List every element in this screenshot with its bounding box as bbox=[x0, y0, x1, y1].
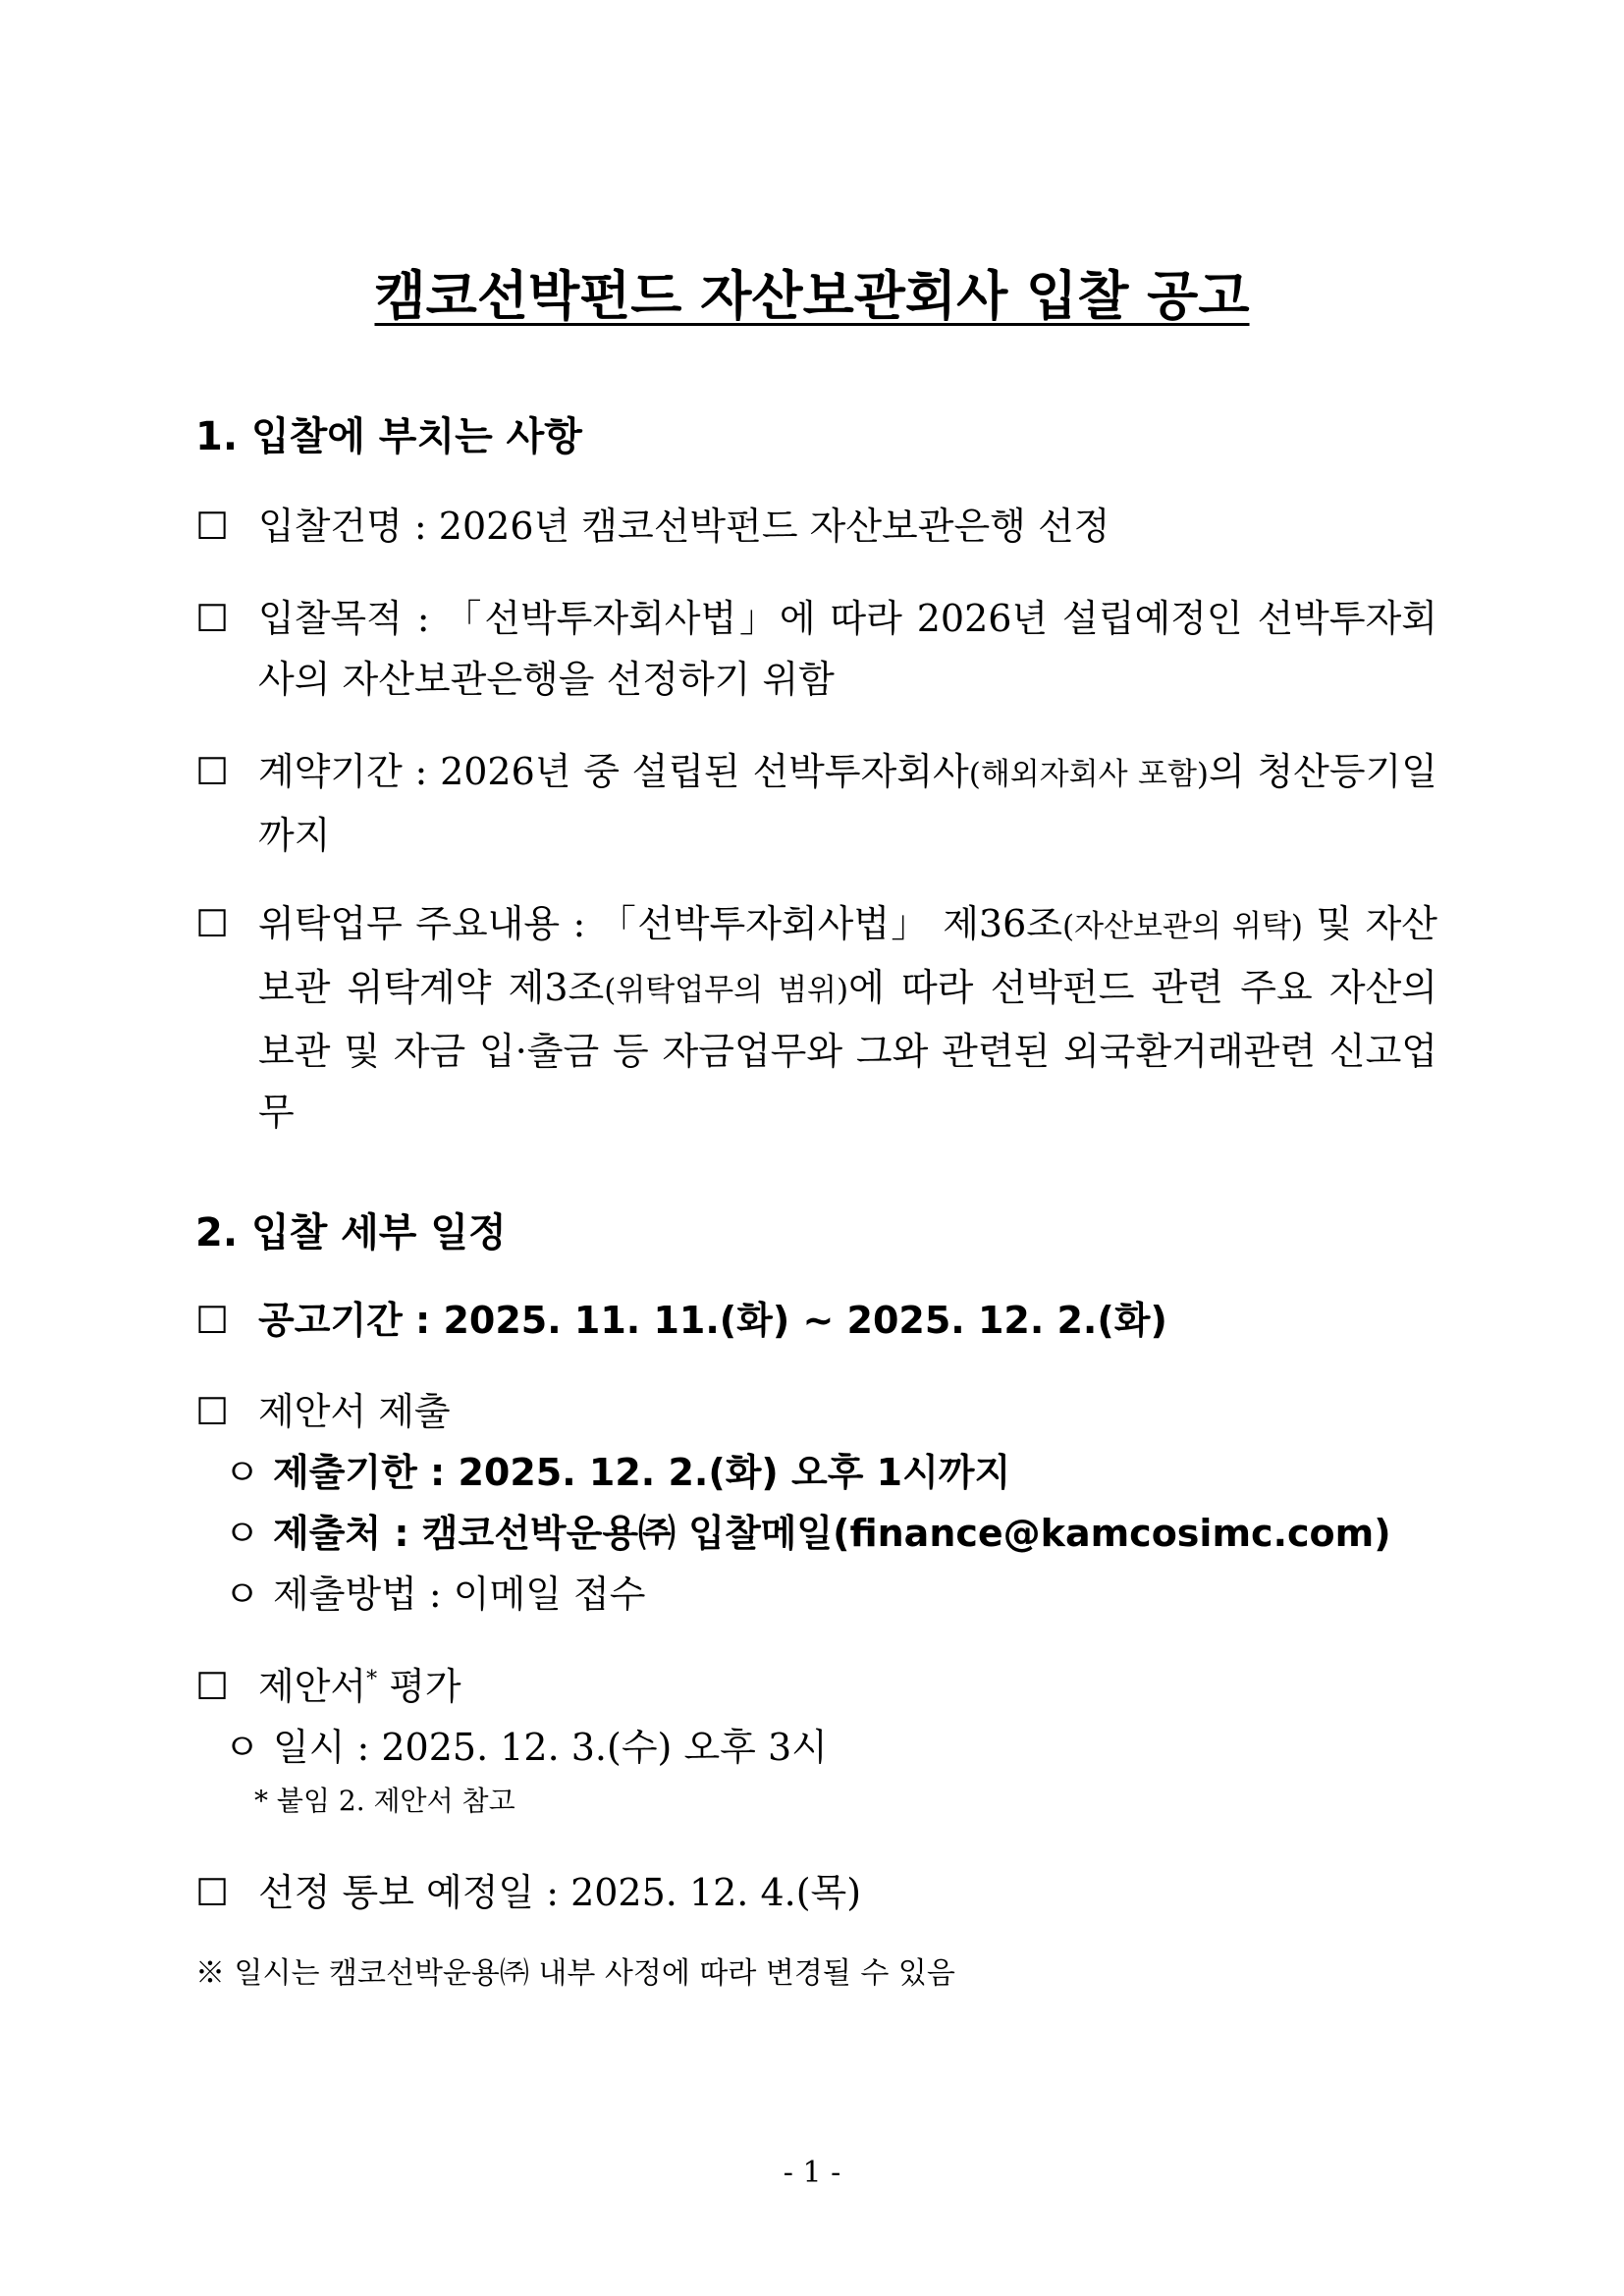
section-2-heading: 2. 입찰 세부 일정 bbox=[195, 1210, 507, 1255]
entrusted-work-text: 위탁업무 주요내용 : 「선박투자회사법」 제36조(자산보관의 위탁) 및 자산보관 위탁계약 제3조(위탁업무의 범위)에 따라 선박펀드 관련 주요 자산의 보관 및 자금 입·출금 등 자금업무와 그와 관련된 외국환거래관련 신고업무 bbox=[258, 902, 1438, 1134]
checkbox-icon: ☐ bbox=[195, 505, 230, 548]
section-1-heading: 1. 입찰에 부치는 사항 bbox=[195, 414, 582, 459]
checkbox-icon: ☐ bbox=[195, 750, 230, 793]
proposal-eval-label: 제안서* 평가 bbox=[258, 1665, 461, 1708]
checkbox-icon: ☐ bbox=[195, 1871, 230, 1914]
selection-notice-item bbox=[195, 1862, 1437, 1923]
bullet-icon: ㅇ bbox=[224, 1726, 260, 1769]
proposal-submit-item bbox=[195, 1381, 1437, 1442]
schedule-footnote: ※ 일시는 캠코선박운용㈜ 내부 사정에 따라 변경될 수 있음 bbox=[195, 1956, 955, 1991]
bid-purpose-text: 입찰목적 : 「선박투자회사법」에 따라 2026년 설립예정인 선박투자회사의 자산보관은행을 선정하기 위함 bbox=[258, 597, 1437, 701]
page-number: - 1 - bbox=[783, 2156, 841, 2190]
submit-destination-row bbox=[224, 1503, 1391, 1564]
notice-period-text: 공고기간 : 2025. 11. 11.(화) ~ 2025. 12. 2.(화) bbox=[258, 1299, 1167, 1342]
submit-destination-text: 제출처 : 캠코선박운용㈜ 입찰메일(finance@kamcosimc.com) bbox=[273, 1512, 1391, 1555]
checkbox-icon: ☐ bbox=[195, 1665, 230, 1708]
entrusted-work-item bbox=[195, 893, 1437, 1143]
submit-deadline-row bbox=[224, 1442, 1010, 1503]
checkbox-icon: ☐ bbox=[195, 597, 230, 640]
eval-note: * 붙임 2. 제안서 참고 bbox=[254, 1785, 515, 1817]
notice-period-item bbox=[195, 1290, 1437, 1351]
checkbox-icon: ☐ bbox=[195, 902, 230, 945]
checkbox-icon: ☐ bbox=[195, 1390, 230, 1433]
eval-datetime-row bbox=[224, 1717, 828, 1778]
bullet-icon: ㅇ bbox=[224, 1451, 260, 1494]
contract-period-item bbox=[195, 741, 1437, 866]
selection-notice-text: 선정 통보 예정일 : 2025. 12. 4.(목) bbox=[258, 1871, 862, 1914]
contract-period-text: 계약기간 : 2026년 중 설립된 선박투자회사(해외자회사 포함)의 청산등기일까지 bbox=[258, 750, 1437, 857]
submit-deadline-text: 제출기한 : 2025. 12. 2.(화) 오후 1시까지 bbox=[273, 1451, 1011, 1494]
document-title: 캠코선박펀드 자산보관회사 입찰 공고 bbox=[374, 265, 1250, 327]
submit-method-text: 제출방법 : 이메일 접수 bbox=[273, 1573, 646, 1616]
eval-datetime-text: 일시 : 2025. 12. 3.(수) 오후 3시 bbox=[273, 1726, 828, 1769]
bullet-icon: ㅇ bbox=[224, 1512, 260, 1555]
bullet-icon: ㅇ bbox=[224, 1573, 260, 1616]
proposal-submit-label: 제안서 제출 bbox=[258, 1390, 451, 1433]
bid-purpose-item bbox=[195, 588, 1437, 710]
bid-name-text: 입찰건명 : 2026년 캠코선박펀드 자산보관은행 선정 bbox=[258, 505, 1110, 548]
checkbox-icon: ☐ bbox=[195, 1299, 230, 1342]
submit-method-row bbox=[224, 1564, 645, 1625]
bid-name-item bbox=[195, 496, 1437, 557]
proposal-eval-item bbox=[195, 1656, 1437, 1717]
